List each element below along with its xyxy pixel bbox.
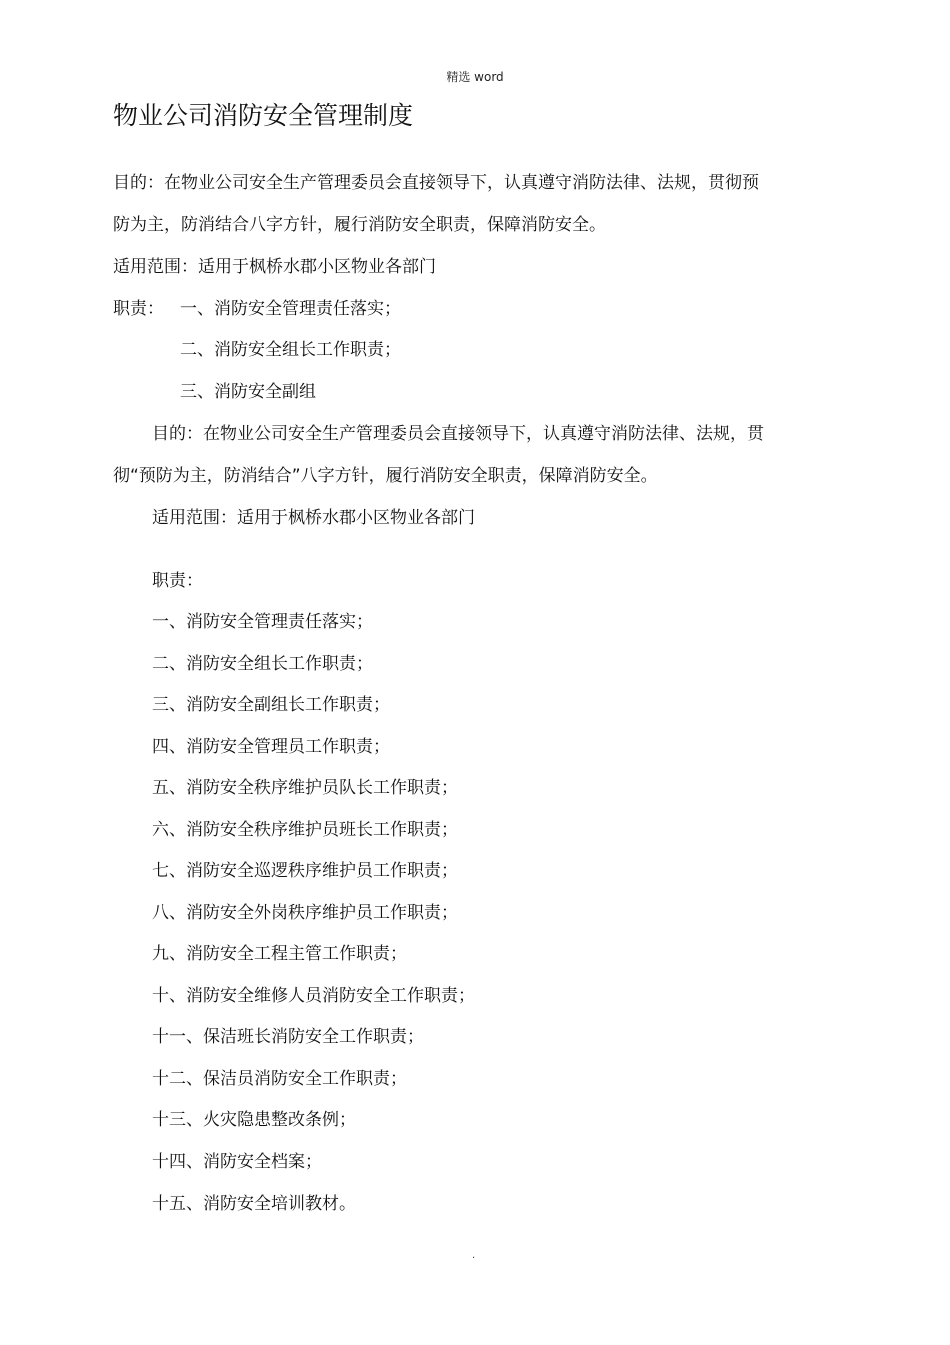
body-purpose-line1: 目的：在物业公司安全生产管理委员会直接领导下，认真遵守消防法律、法规，贯 [152, 424, 764, 444]
duty-list-item: 二、消防安全组长工作职责； [152, 654, 373, 674]
body-scope: 适用范围：适用于枫桥水郡小区物业各部门 [152, 508, 475, 528]
duty-list-item: 十、消防安全维修人员消防安全工作职责； [152, 986, 475, 1006]
intro-scope: 适用范围：适用于枫桥水郡小区物业各部门 [113, 257, 436, 277]
intro-duty-item: 二、消防安全组长工作职责； [180, 340, 401, 360]
duty-list-item: 十三、火灾隐患整改条例； [152, 1110, 356, 1130]
intro-duty-item: 一、消防安全管理责任落实； [180, 299, 401, 319]
duty-list-item: 三、消防安全副组长工作职责； [152, 695, 390, 715]
body-purpose-line2: 彻“预防为主，防消结合”八字方针，履行消防安全职责，保障消防安全。 [113, 466, 658, 486]
intro-duties-label: 职责： [113, 299, 164, 319]
duty-list-item: 四、消防安全管理员工作职责； [152, 737, 390, 757]
duty-list-item: 十五、消防安全培训教材。 [152, 1194, 356, 1214]
duty-list-item: 五、消防安全秩序维护员队长工作职责； [152, 778, 458, 798]
duty-list-item: 十四、消防安全档案； [152, 1152, 322, 1172]
duty-list-item: 一、消防安全管理责任落实； [152, 612, 373, 632]
duty-list-item: 九、消防安全工程主管工作职责； [152, 944, 407, 964]
duty-list-item: 八、消防安全外岗秩序维护员工作职责； [152, 903, 458, 923]
page-footer-mark: . [472, 1250, 476, 1261]
intro-purpose-line2: 防为主，防消结合八字方针，履行消防安全职责，保障消防安全。 [113, 215, 606, 235]
duty-list-item: 六、消防安全秩序维护员班长工作职责； [152, 820, 458, 840]
document-title: 物业公司消防安全管理制度 [113, 101, 414, 130]
page-header: 精选 word [446, 70, 504, 84]
duty-list-item: 七、消防安全巡逻秩序维护员工作职责； [152, 861, 458, 881]
intro-duty-item: 三、消防安全副组 [180, 382, 316, 402]
duty-list-item: 十一、保洁班长消防安全工作职责； [152, 1027, 424, 1047]
body-duties-label: 职责： [152, 571, 203, 591]
duty-list-item: 十二、保洁员消防安全工作职责； [152, 1069, 407, 1089]
intro-purpose-line1: 目的：在物业公司安全生产管理委员会直接领导下，认真遵守消防法律、法规，贯彻预 [113, 173, 759, 193]
